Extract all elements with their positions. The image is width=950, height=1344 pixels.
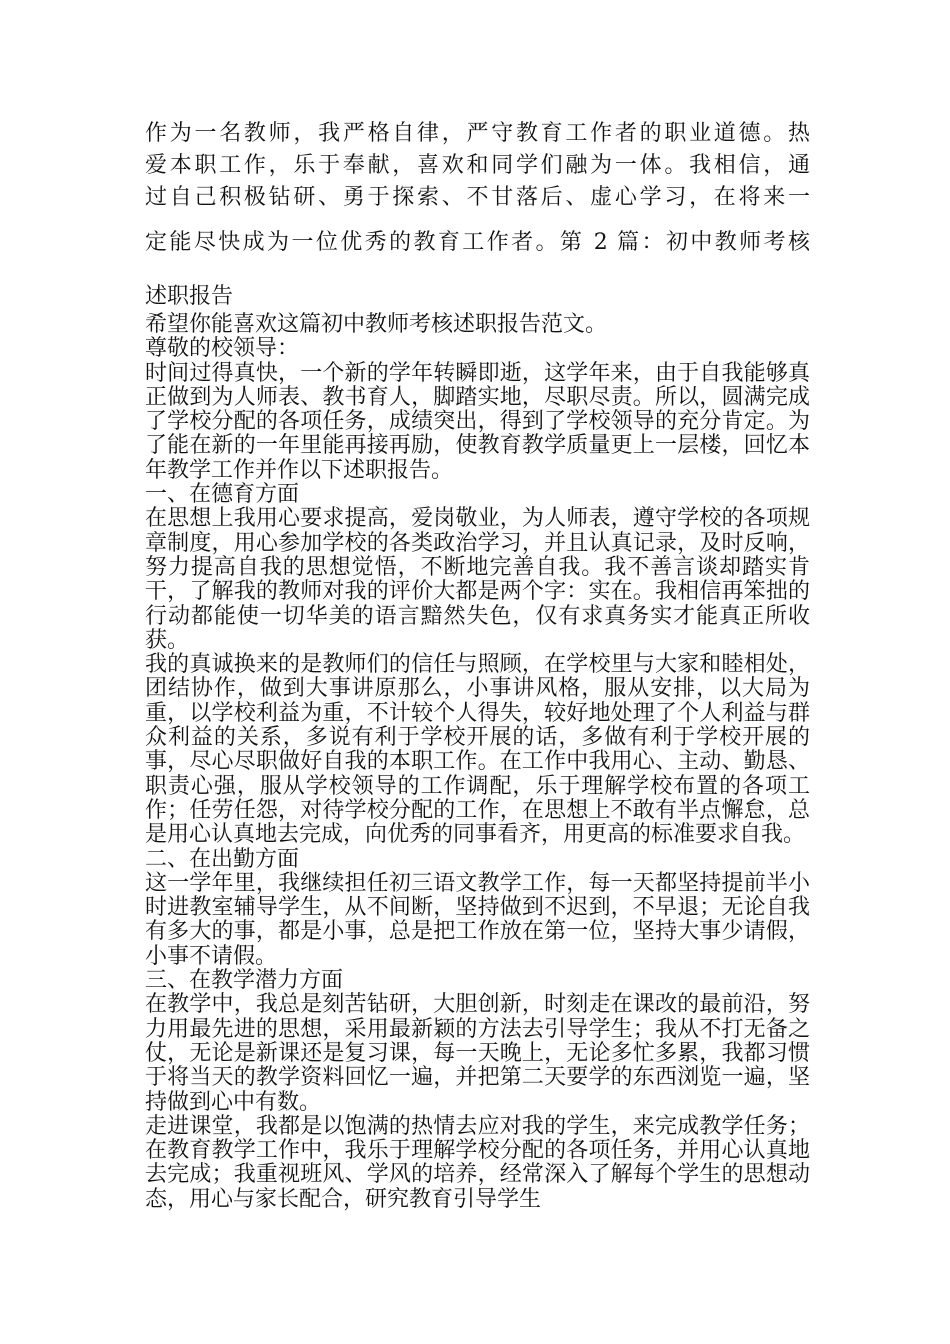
salutation: 尊敬的校领导： xyxy=(145,336,300,362)
paragraph: 我的真诚换来的是教师们的信任与照顾，在学校里与大家和睦相处，团结协作，做到大事讲原那么，小事讲风格，服从安排，以大局为重，以学校利益为重，不计较个人得失，较好地处理了个人利益与群众利益的关系，多说有利于学校开展的话，多做有利于学校开展的事，尽心尽职做好自我的本职工作。在工作中我用心、主动、勤恳、职责心强，服从学校领导的工作调配，乐于理解学校布置的各项工作；任劳任怨，对待学校分配的工作，在思想上不敢有半点懈怠，总是用心认真地去完成，向优秀的同事看齐，用更高的标准要求自我。 xyxy=(145,652,810,848)
intro-line: 作为一名教师，我严格自律，严守教育工作者的职业道德。热 xyxy=(145,121,810,146)
paragraph: 在思想上我用心要求提高，爱岗敬业，为人师表，遵守学校的各项规章制度，用心参加学校的各类政治学习，并且认真记录，及时反响，努力提高自我的思想觉悟，不断地完善自我。我不善言谈却踏实肯干，了解我的教师对我的评价大都是两个字：实在。我相信再笨拙的行动都能使一切华美的语言黯然失色，仅有求真务实才能真正所收获。 xyxy=(145,506,810,653)
section-heading: 三、在教学潜力方面 xyxy=(145,968,344,994)
intro-line: 过自己积极钻研、勇于探索、不甘落后、虚心学习，在将来一 xyxy=(145,185,810,210)
section-heading: 一、在德育方面 xyxy=(145,482,300,508)
report-intro-line: 希望你能喜欢这篇初中教师考核述职报告范文。 xyxy=(145,312,608,337)
document-page xyxy=(145,118,810,1212)
paragraph: 走进课堂，我都是以饱满的热情去应对我的学生，来完成教学任务；在教育教学工作中，我乐于理解学校分配的各项任务，并用心认真地去完成；我重视班风、学风的培养，经常深入了解每个学生的思想动态，用心与家长配合，研究教育引导学生 xyxy=(145,1113,810,1212)
intro-line: 定能尽快成为一位优秀的教育工作者。第 2 篇：初中教师考核 xyxy=(145,230,810,255)
paragraph: 这一学年里，我继续担任初三语文教学工作，每一天都坚持提前半小时进教室辅导学生，从不间断，坚持做到不迟到，不早退；无论自我有多大的事，都是小事，总是把工作放在第一位，坚持大事少请假，小事不请假。 xyxy=(145,870,810,969)
intro-block xyxy=(145,118,810,313)
paragraph: 时间过得真快，一个新的学年转瞬即逝，这学年来，由于自我能够真正做到为人师表、教书育人，脚踏实地，尽职尽责。所以，圆满完成了学校分配的各项任务，成绩突出，得到了学校领导的充分肯定。为了能在新的一年里能再接再励，使教育教学质量更上一层楼，回忆本年教学工作并作以下述职报告。 xyxy=(145,360,810,483)
report-body xyxy=(145,313,810,1212)
paragraph: 在教学中，我总是刻苦钻研，大胆创新，时刻走在课改的最前沿，努力用最先进的思想，采用最新颖的方法去引导学生；我从不打无备之仗，无论是新课还是复习课，每一天晚上，无论多忙多累，我都习惯于将当天的教学资料回忆一遍，并把第二天要学的东西浏览一遍，坚持做到心中有数。 xyxy=(145,992,810,1115)
section-title-tail: 述职报告 xyxy=(145,284,234,309)
intro-line: 爱本职工作，乐于奉献，喜欢和同学们融为一体。我相信，通 xyxy=(145,153,810,178)
section-heading: 二、在出勤方面 xyxy=(145,846,300,872)
